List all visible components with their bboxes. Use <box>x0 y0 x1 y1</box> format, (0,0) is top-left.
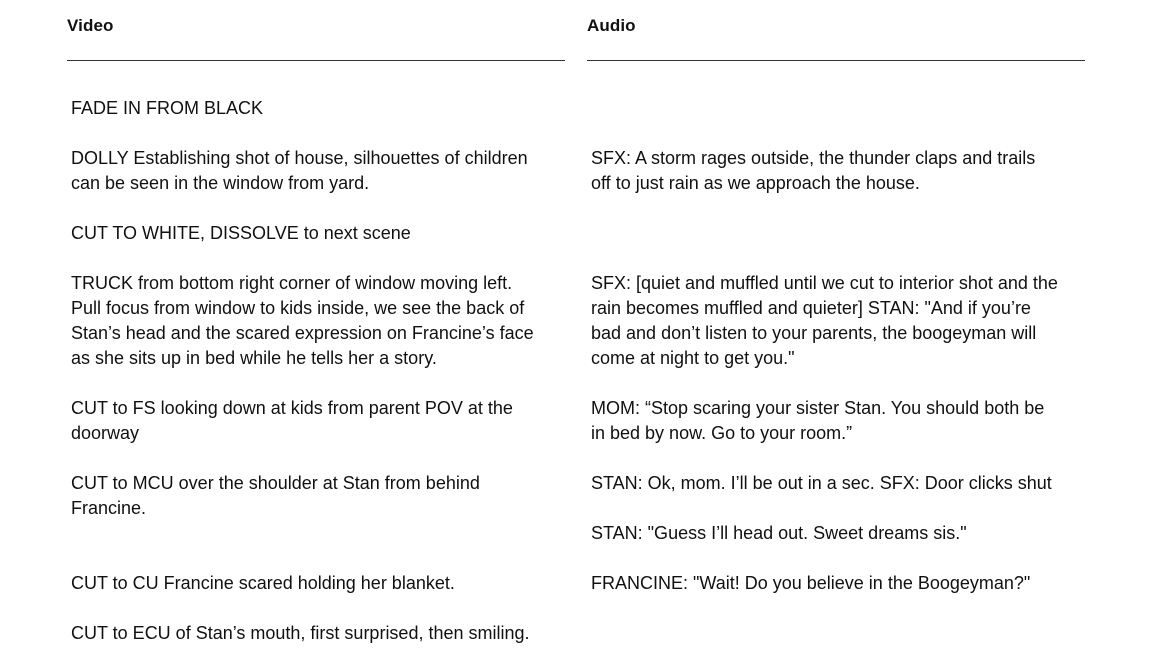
audio-cue: MOM: “Stop scaring your sister Stan. You should both be in bed by now. Go to your room.” <box>591 398 1045 443</box>
video-cue: CUT TO WHITE, DISSOLVE to next scene <box>71 223 411 243</box>
video-cue: CUT to MCU over the shoulder at Stan from behind Francine. <box>71 473 480 518</box>
video-header-rule <box>67 60 565 61</box>
video-cue: FADE IN FROM BLACK <box>71 98 264 118</box>
video-cue: CUT to ECU of Stan’s mouth, first surprised, then smiling. <box>71 623 530 643</box>
audio-header-rule <box>587 60 1085 61</box>
audio-cue: SFX: A storm rages outside, the thunder claps and trails off to just rain as we approach the house. <box>591 148 1036 193</box>
video-cue: CUT to CU Francine scared holding her blanket. <box>71 573 455 593</box>
video-cue: CUT to FS looking down at kids from parent POV at the doorway <box>71 398 513 443</box>
video-cue: DOLLY Establishing shot of house, silhouettes of children can be seen in the window from yard. <box>71 148 528 193</box>
audio-cue: STAN: Ok, mom. I’ll be out in a sec. SFX: Door clicks shut <box>591 473 1052 493</box>
audio-cue: STAN: "Guess I’ll head out. Sweet dreams sis." <box>591 523 967 543</box>
audio-cue: SFX: [quiet and muffled until we cut to interior shot and the rain becomes muffled and quieter] STAN: "And if you’re bad and don’t listen to your parents, the boogeyman will come at night to get you." <box>591 273 1058 368</box>
audio-column-header: Audio <box>587 16 636 35</box>
video-cue: TRUCK from bottom right corner of window moving left. Pull focus from window to kids inside, we see the back of Stan’s head and the scared expression on Francine’s face as she sits up in bed while he tells her a story. <box>71 273 534 368</box>
audio-cue: FRANCINE: "Wait! Do you believe in the Boogeyman?" <box>591 573 1031 593</box>
video-column-header: Video <box>67 16 114 35</box>
